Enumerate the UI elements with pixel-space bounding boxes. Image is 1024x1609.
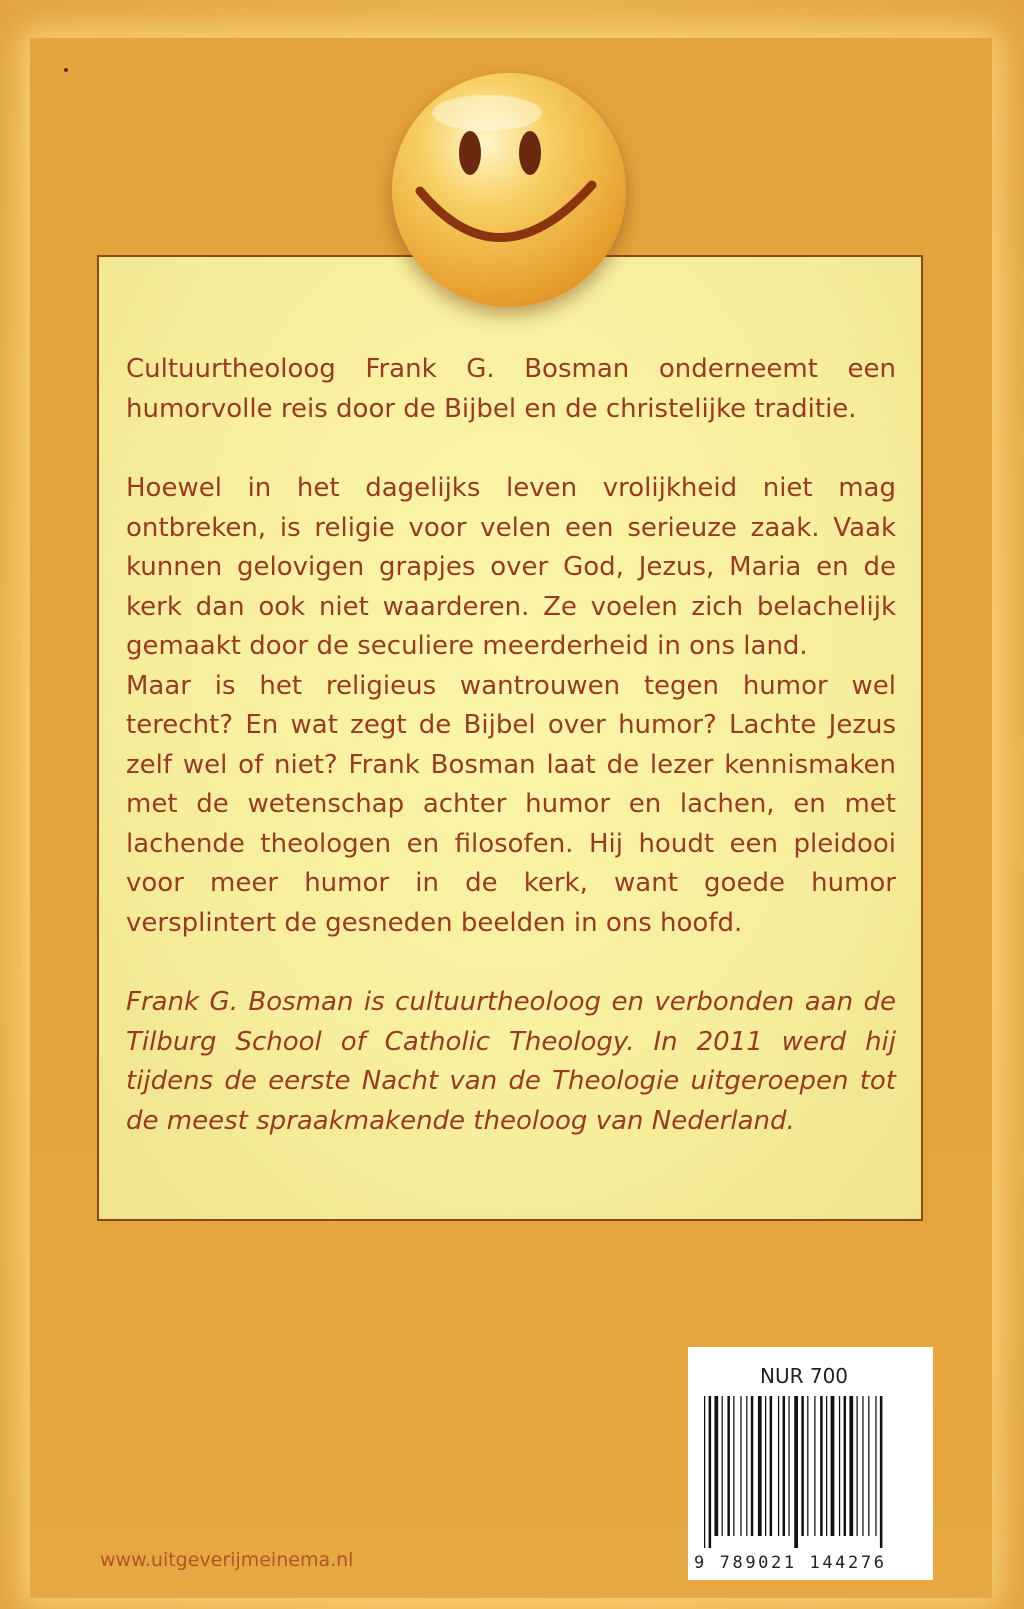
barcode-bar: [794, 1396, 798, 1548]
barcode-bar: [758, 1396, 762, 1536]
barcode-bar: [820, 1396, 823, 1536]
barcode-bar: [733, 1396, 734, 1536]
author-bio: Frank G. Bosman is cultuurtheoloog en verbonden aan de Tilburg School of Catholic Theology. In 2011 werd hij tijdens de eerste Nacht van de Theologie uitgeroepen tot de meest spraakmakende theoloog van Nederland.: [126, 987, 896, 1136]
barcode-bar: [875, 1396, 876, 1536]
nur-code: NUR 700: [760, 1364, 849, 1388]
barcode-bar: [783, 1396, 786, 1536]
publisher-website: www.uitgeverijmeinema.nl: [100, 1549, 354, 1571]
barcode-bar: [831, 1396, 835, 1536]
barcode-bar: [746, 1396, 747, 1536]
barcode-bar: [788, 1396, 789, 1536]
barcode-bar: [704, 1396, 705, 1548]
barcode-bar: [722, 1396, 723, 1536]
barcode-bar: [778, 1396, 779, 1536]
speck: [64, 68, 68, 72]
barcode-bar: [751, 1396, 754, 1536]
barcode-bar: [857, 1396, 858, 1536]
barcode-bar: [826, 1396, 827, 1536]
barcode-bar: [844, 1396, 847, 1536]
barcode: [700, 1396, 922, 1548]
barcode-bar: [849, 1396, 853, 1536]
barcode-bar: [770, 1396, 773, 1536]
description-paragraph-2: Maar is het religieus wantrouwen tegen humor wel terecht? En wat zegt de Bijbel over humor? Lachte Jezus zelf wel of niet? Frank Bosman laat de lezer kennismaken met de wetenschap achter humor en lachen, en met lachende theologen en filosofen. Hij houdt een pleidooi voor meer humor in de kerk, want goede humor versplintert de gesneden beelden in ons hoofd.: [126, 670, 896, 938]
barcode-bar: [839, 1396, 840, 1536]
barcode-bar: [801, 1396, 804, 1536]
intro-paragraph: Cultuurtheoloog Frank G. Bosman onderneemt een humorvolle reis door de Bijbel en de christelijke traditie.: [126, 354, 896, 424]
barcode-bar: [814, 1396, 815, 1536]
description-paragraph-1: Hoewel in het dagelijks leven vrolijkheid niet mag ontbreken, is religie voor velen een serieuze zaak. Vaak kunnen gelovigen grapjes over God, Jezus, Maria en de kerk dan ook niet waarderen. Ze voelen zich belachelijk gemaakt door de seculiere meerderheid in ons land.: [126, 473, 896, 661]
barcode-bar: [709, 1396, 712, 1548]
barcode-bar: [807, 1396, 808, 1536]
barcode-bar: [765, 1396, 766, 1536]
smiley-icon: [392, 73, 626, 307]
isbn-number: 9 789021 144276: [694, 1553, 887, 1573]
barcode-bar: [868, 1396, 869, 1536]
barcode-bar: [714, 1396, 718, 1536]
barcode-bar: [880, 1396, 883, 1548]
barcode-bar: [727, 1396, 730, 1536]
barcode-bar: [862, 1396, 863, 1536]
blurb-text: [126, 350, 896, 1141]
barcode-bar: [740, 1396, 741, 1536]
